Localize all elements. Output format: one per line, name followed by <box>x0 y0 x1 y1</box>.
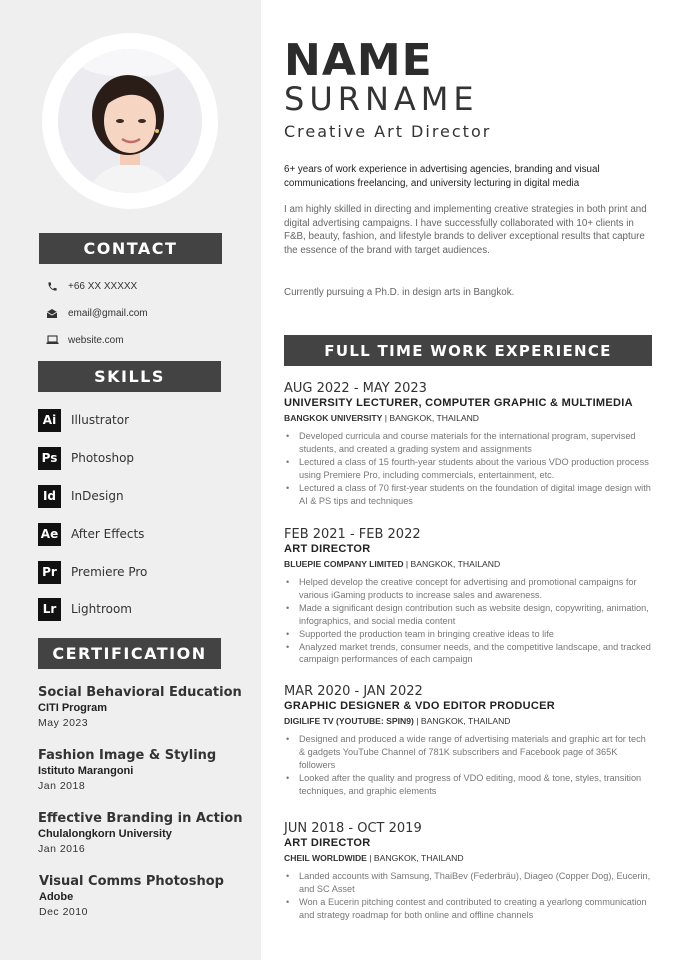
job-bullets <box>284 733 654 798</box>
job-date: JUN 2018 - OCT 2019 <box>284 821 422 836</box>
job-company-line <box>284 413 654 423</box>
job-location: | BANGKOK, THAILAND <box>403 559 501 569</box>
skill-item <box>38 522 144 546</box>
skill-name: InDesign <box>71 489 124 503</box>
laptop-icon <box>45 333 59 347</box>
skill-name: Lightroom <box>71 602 132 616</box>
certification-org: CITI Program <box>38 702 108 714</box>
job-role: Creative Art Director <box>284 122 492 141</box>
list-item: • Made a significant design contribution such as website design, copywriting, animation, infographics, and social media content <box>284 602 654 628</box>
list-item: • Analyzed market trends, consumer needs, and the competitive landscape, and tracked campaign performances of each campaign <box>284 641 654 667</box>
job-location: | BANGKOK, THAILAND <box>413 716 511 726</box>
contact-email-text: email@gmail.com <box>68 307 148 319</box>
illustrator-icon: Ai <box>38 409 61 432</box>
list-item: • Supported the production team in bringing creative ideas to life <box>284 628 654 641</box>
certification-item <box>38 748 248 792</box>
list-item: • Won a Eucerin pitching contest and contributed to creating a yearlong communication and strategy roadmap for both online and offline channels <box>284 896 654 922</box>
certification-date: Jan 2018 <box>38 780 86 792</box>
skill-item <box>38 446 134 470</box>
job-bullets <box>284 870 654 922</box>
contact-website[interactable] <box>45 332 124 348</box>
certification-title: Effective Branding in Action <box>38 811 243 826</box>
list-item: • Looked after the quality and progress of VDO editing, mood & tone, styles, transition techniques, and graphic elements <box>284 772 654 798</box>
contact-phone-text: +66 XX XXXXX <box>68 280 138 292</box>
job-company: CHEIL WORLDWIDE <box>284 853 367 863</box>
certification-org: Adobe <box>39 891 74 903</box>
education-note: Currently pursuing a Ph.D. in design arts in Bangkok. <box>284 287 515 298</box>
after-effects-icon: Ae <box>38 523 61 546</box>
job-company-line <box>284 559 654 569</box>
certification-org: Istituto Marangoni <box>38 765 134 777</box>
job-company: BLUEPIE COMPANY LIMITED <box>284 559 404 569</box>
job-entry <box>284 381 654 507</box>
list-item: • Lectured a class of 70 first-year students on the foundation of digital image design with AI & PS tips and techniques <box>284 482 654 508</box>
contact-website-text: website.com <box>68 334 124 346</box>
job-title: UNIVERSITY LECTURER, COMPUTER GRAPHIC & MULTIMEDIA <box>284 397 633 409</box>
job-title: GRAPHIC DESIGNER & VDO EDITOR PRODUCER <box>284 700 555 712</box>
job-location: | BANGKOK, THAILAND <box>382 413 479 423</box>
sidebar <box>0 0 261 960</box>
contact-heading: CONTACT <box>39 233 222 264</box>
profile-paragraph: I am highly skilled in directing and implementing creative strategies in both print and digital advertising campaigns. I have successfully collaborated with 10+ clients in F&B, beauty, fashion, and lifestyle brands to deliver exceptional results that capture the essence of the brand with target audiences. <box>284 204 647 256</box>
job-date: MAR 2020 - JAN 2022 <box>284 684 423 699</box>
job-bullets <box>284 576 654 666</box>
job-bullets <box>284 430 654 507</box>
certification-date: Dec 2010 <box>39 906 88 918</box>
job-date: AUG 2022 - MAY 2023 <box>284 381 427 396</box>
certification-org: Chulalongkorn University <box>38 828 172 840</box>
skill-item <box>38 597 132 621</box>
premiere-pro-icon: Pr <box>38 561 61 584</box>
job-company-line <box>284 716 654 726</box>
job-company: BANGKOK UNIVERSITY <box>284 413 383 423</box>
certification-heading: CERTIFICATION <box>38 638 221 669</box>
skill-item <box>38 408 129 432</box>
list-item: • Developed curricula and course materials for the international program, supervised students, and created a grading system and assignments <box>284 430 654 456</box>
summary-paragraph: 6+ years of work experience in advertising agencies, branding and visual communications freelancing, and university lecturing in digital media <box>284 164 600 189</box>
job-title: ART DIRECTOR <box>284 837 371 849</box>
job-entry <box>284 527 654 666</box>
skill-name: Premiere Pro <box>71 565 148 579</box>
page-title-name: NAME <box>284 35 433 86</box>
job-location: | BANGKOK, THAILAND <box>366 853 464 863</box>
portrait-illustration <box>58 49 202 193</box>
lightroom-icon: Lr <box>38 598 61 621</box>
skills-heading: SKILLS <box>38 361 221 392</box>
profile-photo <box>58 49 202 193</box>
skill-item <box>38 484 124 508</box>
skill-name: Photoshop <box>71 451 135 465</box>
list-item: • Designed and produced a wide range of advertising materials and graphic art for tech & gadgets YouTube Channel of 781K subscribers and Facebook page of 365K followers <box>284 733 654 772</box>
photoshop-icon: Ps <box>38 447 61 470</box>
contact-phone[interactable] <box>45 278 137 294</box>
certification-item <box>38 685 248 729</box>
certification-title: Visual Comms Photoshop <box>39 874 224 889</box>
job-company: DIGILIFE TV (YOUTUBE: SPIN9) <box>284 716 414 726</box>
job-date: FEB 2021 - FEB 2022 <box>284 527 421 542</box>
skill-name: Illustrator <box>71 413 130 427</box>
list-item: • Landed accounts with Samsung, ThaiBev (Federbräu), Diageo (Copper Dog), Eucerin, and SC Asset <box>284 870 654 896</box>
contact-email[interactable] <box>45 305 148 321</box>
job-company-line <box>284 853 654 863</box>
phone-icon <box>45 279 59 293</box>
certification-title: Social Behavioral Education <box>38 685 242 700</box>
profile-photo-frame <box>42 33 218 209</box>
page-title-surname: SURNAME <box>284 80 479 118</box>
work-experience-heading: FULL TIME WORK EXPERIENCE <box>284 335 652 366</box>
job-entry <box>284 821 654 922</box>
job-title: ART DIRECTOR <box>284 543 371 555</box>
indesign-icon: Id <box>38 485 61 508</box>
mail-icon <box>45 306 59 320</box>
list-item: • Helped develop the creative concept for advertising and promotional campaigns for various iGaming products to increase sales and awareness. <box>284 576 654 602</box>
skill-item <box>38 560 147 584</box>
certification-date: May 2023 <box>38 717 89 729</box>
certification-title: Fashion Image & Styling <box>38 748 217 763</box>
skill-name: After Effects <box>71 527 145 541</box>
job-entry <box>284 684 654 798</box>
certification-date: Jan 2016 <box>38 843 86 855</box>
certification-item <box>39 874 249 918</box>
list-item: • Lectured a class of 15 fourth-year students about the various VDO production process using Premiere Pro, including commercials, entertainment, etc. <box>284 456 654 482</box>
certification-item <box>38 811 248 855</box>
